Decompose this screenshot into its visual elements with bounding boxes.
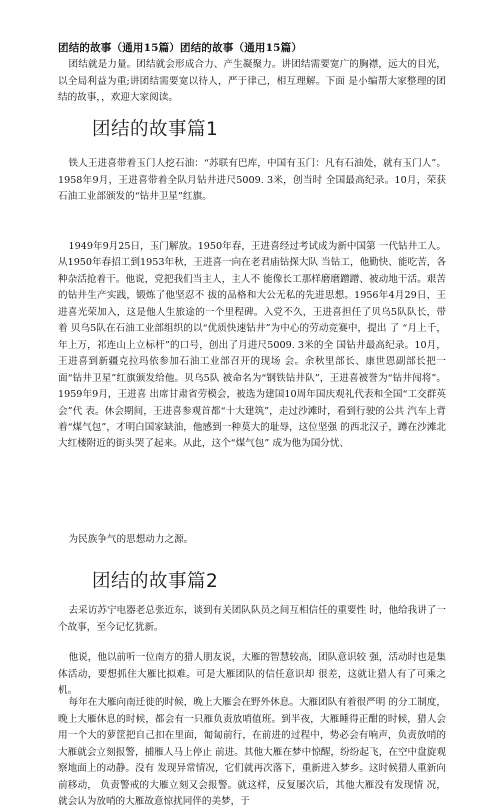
section-1-heading: 团结的故事篇1 — [92, 119, 219, 140]
section-1-paragraph-3: 为民族争气的思想动力之源。 — [68, 534, 194, 545]
section-1-paragraph-2: 1949年9月25日，玉门解放。1950年春，王进喜经过考试成为新中国第 一代钻井工人。从1950年春招工到1953年秋，王进喜一向在老君庙钻探大队 当钻工，他勤快、能吃苦，各种杂活抢着干。他说，党把我们当主人，主人不 能像长工那样磨磨蹭蹭、被动地干活。艰苦的钻井生产实践，锻炼了他坚忍不 拔的品格和大公无私的先进思想。1956年4月29日，王进喜光荣加入，这是他人生旅途的一个里程碑。入党不久，王进喜担任了贝乌5队队长，带着 贝乌5队在石油工业部组织的以“优质快速钻井”为中心的劳动竞赛中，提出 了 “月上千，年上万，祁连山上立标杆”的口号，创出了月进尺5009. 3米的全 国钻井最高纪录。10月，王进喜到新疆克拉玛依参加石油工业部召开的现场 会。余秋里部长、康世恩副部长把一面“钻井卫星”红旗颁发给他。贝乌5队 被命名为“钢铁钻井队”，王进喜被誉为“钻井闯将”。1959年9月，王进喜 出席甘肃省劳模会，被选为建国10周年国庆观礼代表和全国“工交群英会”代 表。休会期间，王进喜参观首都“十大建筑”，走过沙滩时，看到行驶的公共 汽车上背着“煤气包”，才明白国家缺油，他感到一种莫大的耻辱，这位坚强 的西北汉子，蹲在沙滩北大红楼附近的街头哭了起来。从此，这个“煤气包” 成为他为国分忧、 — [58, 241, 446, 450]
section-2-heading: 团结的故事篇2 — [92, 571, 219, 592]
document-title: 团结的故事（通用15篇）团结的故事（通用15篇） — [58, 42, 303, 54]
section-1-paragraph-1: 铁人王进喜带着玉门人挖石油：“苏联有巴库，中国有玉门：凡有石油处，就有玉门人”。1958年9月，王进喜带着全队月钻井进尺5009. 3米，创当时 全国最高纪录。10月，荣获石油工业部颁发的“钻井卫星”红旗。 — [58, 158, 446, 202]
intro-paragraph: 团结就是力量。团结就会形成合力、产生凝聚力。讲团结需要宽广的胸襟，远大的目光，以全局利益为重;讲团结需要宽以待人，严于律己，相互理解。下面 是小编帮大家整理的团结的故事，，欢迎大家阅读。 — [58, 59, 446, 103]
section-2-paragraph-1: 去采访苏宁电器老总张近东，谈到有关团队队员之间互相信任的重要性 时，他给我讲了一个故事，至今记忆犹新。 — [58, 605, 446, 633]
section-2-paragraph-2: 他说，他以前听一位南方的猎人朋友说，大雁的智慧较高，团队意识较 强，活动时也是集体活动，要想抓住大雁比拟难。可是大雁团队的信任意识却 很差，这就让猎人有了可乘之机。 — [58, 652, 446, 696]
section-2-paragraph-3: 每年在大雁向南迁徙的时候，晚上大雁会在野外休息。大雁团队有着很严明 的分工制度，晚上大雁休息的时候，都会有一只雁负责放哨值班。到半夜，大雁睡得正酣的时候，猎人会用一个大的萝筐把自己扣在里面，匍匐前行，在前进的过程中，势必会有响声，负责放哨的大雁就会立刻报警，捕雁人马上停止 前进。其他大雁在梦中惊醒，纷纷起飞，在空中盘旋观察地面上的动静。没有 发现异常情况，它们就再次落下，重新进入梦乡。这时候猎人重新向前移动， 负责警戒的大雁立刻又会报警。就这样，反复屡次后，其他大雁没有发现情 况，就会认为放哨的大雁故意惊扰同伴的美梦，于 — [58, 697, 446, 807]
